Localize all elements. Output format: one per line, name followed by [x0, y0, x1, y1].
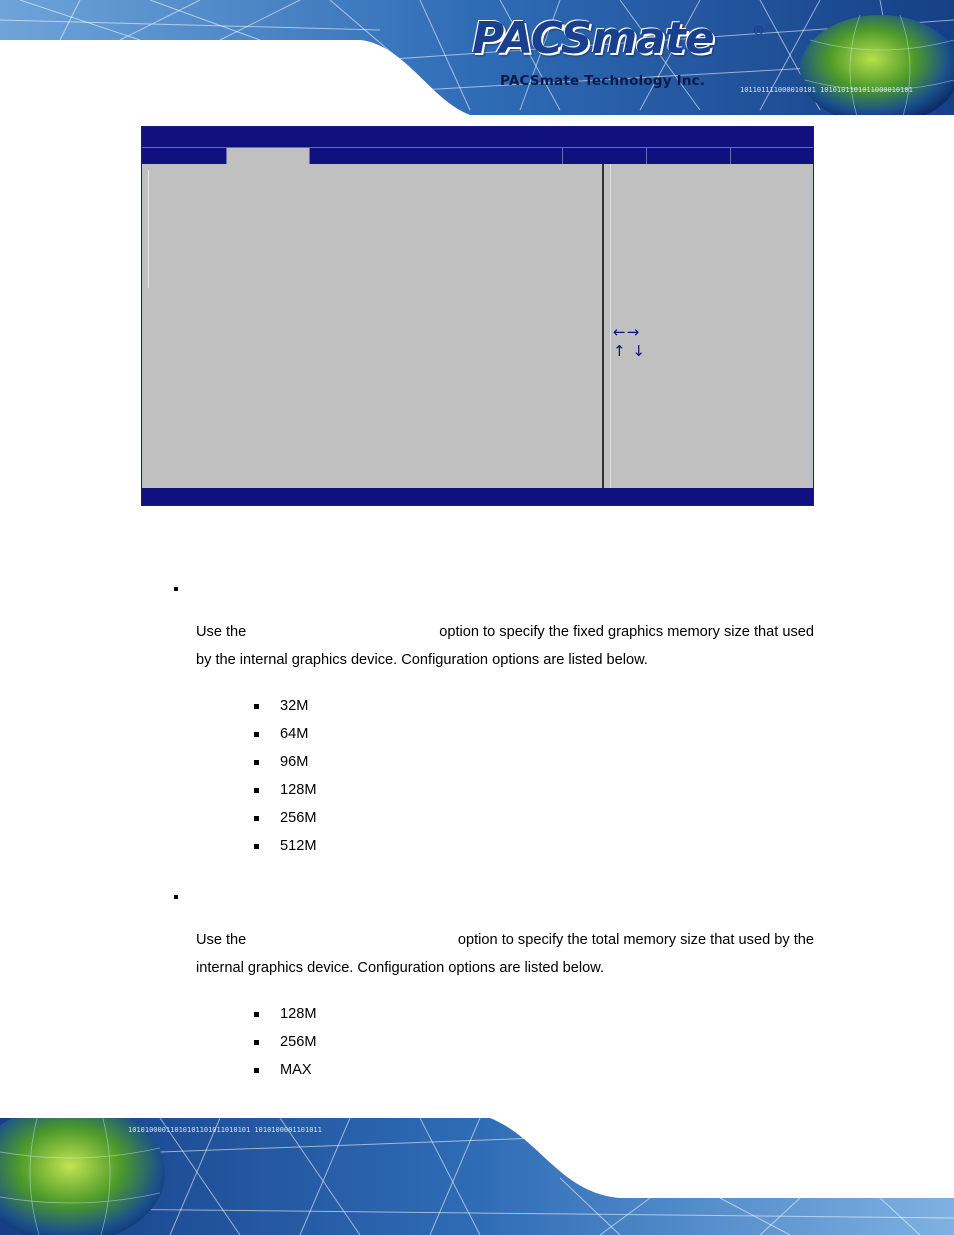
intro-prefix: Use the: [196, 932, 247, 948]
bios-tab-3[interactable]: [310, 148, 563, 164]
logo-wordmark: PACSmate: [472, 13, 714, 64]
description-line-1: [196, 926, 814, 954]
option-label: 96M: [280, 754, 309, 770]
bullet-icon: [254, 1040, 259, 1045]
bullet-icon: [254, 844, 259, 849]
bios-tab-1[interactable]: [142, 148, 227, 164]
option-label: 32M: [280, 698, 309, 714]
up-down-arrow-icon: ↑ ↓: [613, 342, 646, 360]
option-label: 128M: [280, 1006, 317, 1022]
registered-mark: ®: [752, 24, 765, 39]
option-label: 256M: [280, 810, 317, 826]
description-line-1: [196, 618, 814, 646]
section-bullet-fixed-memory: [174, 587, 178, 591]
header-binary-text: 101101111000010101 1010101101011000010101: [740, 86, 913, 94]
bullet-icon: [254, 816, 259, 821]
bios-status-bar: [142, 488, 813, 505]
bios-menu-bar: [142, 147, 813, 164]
option-label: 256M: [280, 1034, 317, 1050]
bullet-icon: [254, 760, 259, 765]
footer-graphic: [0, 1118, 954, 1235]
option-label: MAX: [280, 1062, 312, 1078]
bios-pane-marker: [148, 170, 149, 288]
bios-settings-pane: [142, 164, 604, 488]
description-line-2: internal graphics device. Configuration options are listed below.: [196, 960, 605, 976]
bios-tab-4[interactable]: [563, 148, 647, 164]
option-label: 128M: [280, 782, 317, 798]
option-label: 512M: [280, 838, 317, 854]
bullet-icon: [254, 788, 259, 793]
total-memory-description: [196, 926, 814, 982]
bios-tab-5[interactable]: [647, 148, 731, 164]
header-banner: [0, 0, 954, 115]
option-label: 64M: [280, 726, 309, 742]
bios-title-bar: [142, 127, 813, 147]
left-right-arrow-icon: ←→: [613, 323, 641, 341]
intro-prefix: Use the: [196, 624, 247, 640]
footer-banner: [0, 1118, 954, 1235]
description-line-2: by the internal graphics device. Configuration options are listed below.: [196, 652, 648, 668]
intro-suffix: option to specify the total memory size that used by the: [457, 932, 814, 948]
section-bullet-total-memory: [174, 895, 178, 899]
bios-tab-active[interactable]: [227, 148, 310, 164]
bios-help-pane: [610, 164, 813, 488]
bullet-icon: [254, 1068, 259, 1073]
bios-screen: [141, 126, 814, 506]
bullet-icon: [254, 704, 259, 709]
bullet-icon: [254, 732, 259, 737]
footer-binary-text: 10101000011010101101011010101 1010100001101011: [128, 1126, 322, 1134]
fixed-memory-description: [196, 618, 814, 674]
company-name: PACSmate Technology Inc.: [500, 73, 706, 89]
intro-suffix: option to specify the fixed graphics memory size that used: [439, 624, 814, 640]
bullet-icon: [254, 1012, 259, 1017]
